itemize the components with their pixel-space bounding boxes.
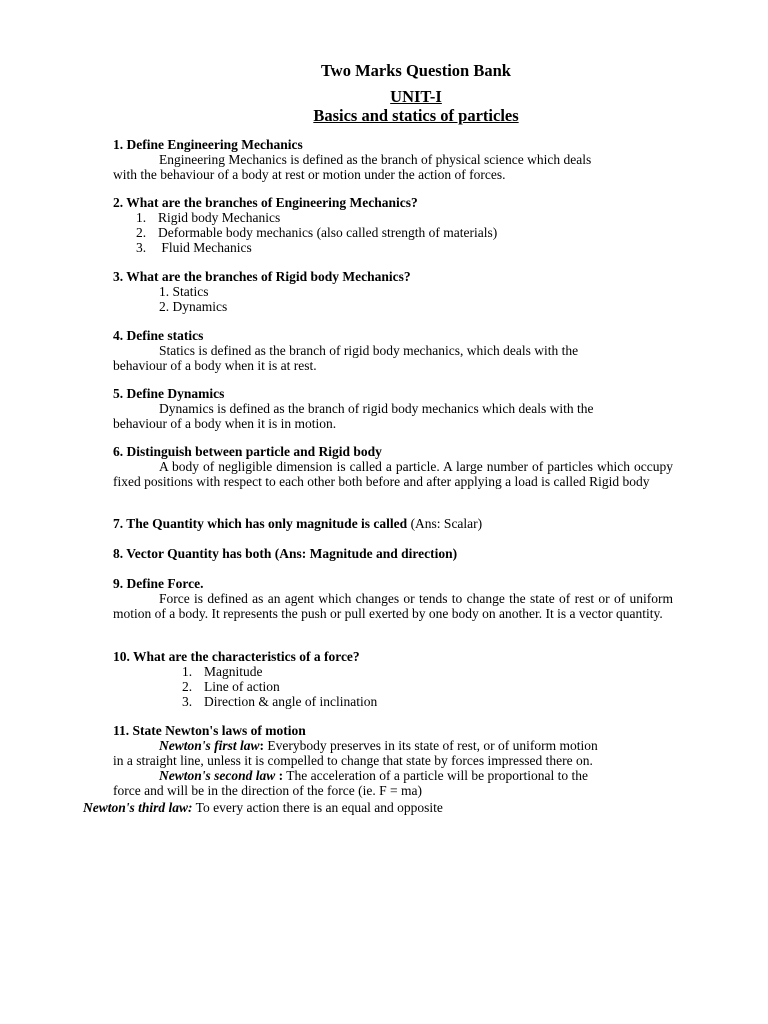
- list-item: 3. Fluid Mechanics: [136, 240, 252, 255]
- second-law-line-1: Newton's second law : The acceleration of a particle will be proportional to the: [159, 768, 589, 783]
- question-5-answer-line-2: behaviour of a body when it is in motion.: [113, 416, 337, 431]
- question-7-answer: (Ans: Scalar): [407, 516, 483, 531]
- question-6-heading: 6. Distinguish between particle and Rigid body: [113, 444, 382, 459]
- list-item: 2. Line of action: [182, 679, 280, 694]
- question-3: [113, 269, 673, 314]
- question-9-heading: 9. Define Force.: [113, 576, 204, 591]
- question-11-heading: 11. State Newton's laws of motion: [113, 723, 306, 738]
- second-law-label: Newton's second law: [159, 768, 276, 783]
- question-1-answer-line-1: Engineering Mechanics is defined as the branch of physical science which deals: [159, 152, 592, 167]
- question-5: [113, 386, 673, 431]
- question-2: [113, 195, 673, 255]
- document-title: Two Marks Question Bank: [321, 61, 511, 80]
- unit-subtitle: Basics and statics of particles: [313, 106, 519, 125]
- list-item: 1. Magnitude: [182, 664, 263, 679]
- second-law-line-2: force and will be in the direction of the force (ie. F = ma): [113, 783, 422, 798]
- question-3-heading: 3. What are the branches of Rigid body Mechanics?: [113, 269, 411, 284]
- list-item: 2. Deformable body mechanics (also called strength of materials): [136, 225, 498, 240]
- question-4-answer-line-2: behaviour of a body when it is at rest.: [113, 358, 317, 373]
- question-1-answer-line-2: with the behaviour of a body at rest or motion under the action of forces.: [113, 167, 506, 182]
- list-item: 2. Dynamics: [159, 299, 228, 314]
- question-5-answer-line-1: Dynamics is defined as the branch of rigid body mechanics which deals with the: [159, 401, 594, 416]
- question-5-heading: 5. Define Dynamics: [113, 386, 225, 401]
- first-law-line-2: in a straight line, unless it is compelled to change that state by forces impressed there on.: [113, 753, 593, 768]
- question-1: [113, 137, 673, 182]
- question-2-heading: 2. What are the branches of Engineering Mechanics?: [113, 195, 418, 210]
- question-8-heading: 8. Vector Quantity has both (Ans: Magnitude and direction): [113, 546, 458, 561]
- question-8: [113, 546, 673, 561]
- question-6-answer: A body of negligible dimension is called a particle. A large number of particles which occupy fixed positions with respect to each other both before and after applying a load is called Rigid body: [113, 459, 673, 489]
- question-7: [113, 516, 673, 531]
- question-10: [113, 649, 673, 709]
- list-item: 3. Direction & angle of inclination: [182, 694, 378, 709]
- question-1-heading: 1. Define Engineering Mechanics: [113, 137, 303, 152]
- list-item: 1. Statics: [159, 284, 209, 299]
- question-7-heading: 7. The Quantity which has only magnitude is called: [113, 516, 408, 531]
- question-4-heading: 4. Define statics: [113, 328, 204, 343]
- first-law-label: Newton's first law: [159, 738, 260, 753]
- unit-title: UNIT-I: [390, 87, 442, 106]
- list-item: 1. Rigid body Mechanics: [136, 210, 281, 225]
- question-10-heading: 10. What are the characteristics of a force?: [113, 649, 360, 664]
- first-law-line-1: Newton's first law: Everybody preserves in its state of rest, or of uniform motion: [159, 738, 598, 753]
- question-6: [113, 444, 673, 489]
- third-law-line: Newton's third law: To every action there is an equal and opposite: [83, 800, 443, 815]
- question-9-answer: Force is defined as an agent which changes or tends to change the state of rest or of uniform motion of a body. It represents the push or pull exerted by one body on another. It is a vector quantity.: [113, 591, 673, 621]
- third-law-label: Newton's third law:: [83, 800, 193, 815]
- question-4-answer-line-1: Statics is defined as the branch of rigid body mechanics, which deals with the: [159, 343, 579, 358]
- question-11: [113, 723, 673, 798]
- question-4: [113, 328, 673, 373]
- question-9: [113, 576, 673, 621]
